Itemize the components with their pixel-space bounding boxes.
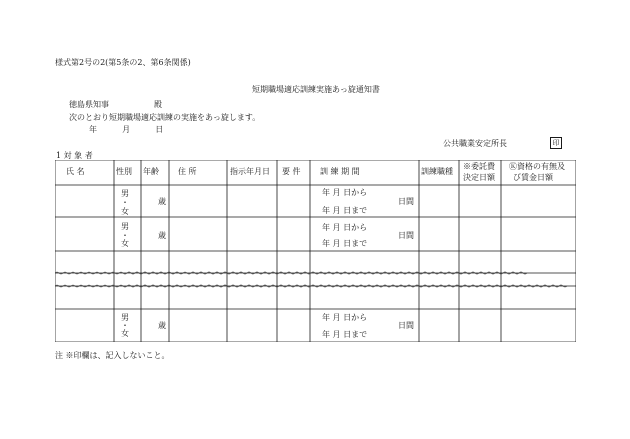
row1-sex-female: 女 — [121, 207, 129, 216]
document-title: 短期職場適応訓練実施あっ旋通知書 — [252, 85, 380, 94]
row1-to: 年 月 日まで — [322, 206, 368, 215]
seal-mark: 印 — [550, 137, 562, 149]
row2-sex-dot: ・ — [121, 231, 129, 240]
header-training-period: 訓 練 期 間 — [320, 167, 360, 176]
row3-age-unit: 歳 — [158, 321, 166, 330]
row2-to: 年 月 日まで — [322, 239, 368, 248]
form-number: 様式第2号の2(第5条の2、第6条関係) — [55, 58, 191, 67]
header-age: 年齢 — [143, 167, 159, 176]
row1-days: 日間 — [398, 197, 414, 206]
header-fee-line1: ※委託費 — [463, 162, 495, 171]
row1-age-unit: 歳 — [158, 197, 166, 206]
row2-age-unit: 歳 — [158, 231, 166, 240]
target-table — [55, 160, 576, 342]
row3-from: 年 月 日から — [322, 313, 368, 322]
header-requirement: 要 件 — [282, 167, 301, 176]
row1-sex-male: 男 — [121, 189, 129, 198]
row2-days: 日間 — [398, 231, 414, 240]
addressee: 徳島県知事 — [69, 100, 109, 109]
row1-sex-dot: ・ — [121, 198, 129, 207]
section-title: 1 対 象 者 — [56, 151, 93, 160]
date-month: 月 — [122, 125, 131, 134]
date-year: 年 — [89, 125, 97, 134]
row3-days: 日間 — [398, 321, 414, 330]
row2-sex-female: 女 — [121, 239, 129, 248]
row3-sex-female: 女 — [121, 329, 129, 338]
header-designated-date: 指示年月日 — [230, 167, 270, 176]
table-lines — [55, 160, 576, 342]
header-qualification-line1 — [509, 163, 565, 171]
row3-to: 年 月 日まで — [322, 330, 368, 339]
qualification-label-1: 資格の有無及 — [517, 162, 565, 171]
header-occupation: 訓練職種 — [421, 167, 453, 176]
header-name: 氏 名 — [66, 167, 85, 176]
issue-date — [89, 126, 163, 134]
header-sex: 性別 — [116, 167, 132, 176]
row1-from: 年 月 日から — [322, 188, 368, 197]
issuer: 公共職業安定所長 — [443, 139, 507, 148]
row2-sex-male: 男 — [121, 222, 129, 231]
header-fee-line2: 決定日額 — [463, 173, 495, 182]
row3-sex-male: 男 — [121, 313, 129, 322]
qualification-mark-icon: Ⓚ — [509, 162, 517, 171]
date-day: 日 — [155, 125, 164, 134]
footnote: 注 ※印欄は、記入しないこと。 — [55, 351, 170, 360]
header-qualification-line2: び賃金日額 — [513, 173, 553, 182]
row3-sex-dot: ・ — [121, 321, 129, 330]
header-address: 住 所 — [178, 167, 197, 176]
honorific: 殿 — [154, 100, 162, 109]
body-text: 次のとおり短期職場適応訓練の実施をあっ旋します。 — [69, 113, 261, 122]
row2-from: 年 月 日から — [322, 223, 368, 232]
